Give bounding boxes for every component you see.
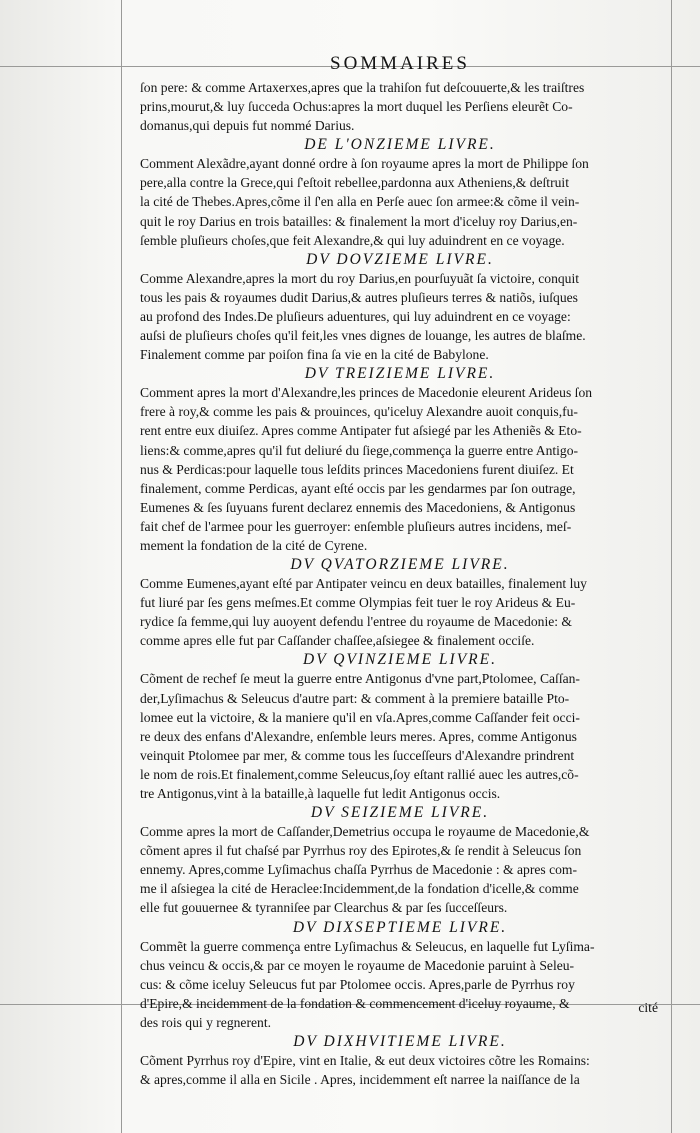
section-title: DE L'ONZIEME LIVRE.	[304, 136, 496, 154]
text-line: mement la fondation de la cité de Cyrene.	[140, 537, 368, 553]
text-line: lomee eut la victoire, & la maniere qu'il en vſa.Apres,comme Caſſander feit occi-	[140, 709, 580, 725]
text-line: & apres,comme il alla en Sicile . Apres, incidemment eſt narree la naiſſance de la	[140, 1072, 580, 1088]
section-title: DV DIXSEPTIEME LIVRE.	[292, 918, 508, 936]
text-line: des rois qui y regnerent.	[140, 1014, 271, 1030]
section-title: DV QVATORZIEME LIVRE.	[290, 556, 510, 574]
text-line: rent entre eux diuiſez. Apres comme Antipater fut aſsiegé par les Atheniẽs & Eto-	[140, 423, 582, 439]
text-line: ſemble pluſieurs choſes,que feit Alexandre,& qui luy aduindrent en ce voyage.	[140, 232, 565, 248]
text-line: Cõment Pyrrhus roy d'Epire, vint en Italie, & eut deux victoires cõtre les Romains:	[140, 1053, 590, 1069]
text-line: cõment apres il fut chaſsé par Pyrrhus roy des Epirotes,& ſe rendit à Seleucus ſon	[140, 843, 582, 859]
text-line: Comme Alexandre,apres la mort du roy Darius,en pourſuyuãt ſa victoire, conquit	[140, 270, 580, 286]
section-title: DV SEIZIEME LIVRE.	[310, 804, 490, 822]
intro-paragraph	[140, 78, 660, 135]
text-line: nus & Perdicas:pour laquelle tous leſdits princes Macedoniens furent diuiſez. Et	[140, 461, 574, 477]
text-line: Cõment de rechef ſe meut la guerre entre Antigonus d'vne part,Ptolomee, Caſſan-	[140, 671, 580, 687]
sections-container	[140, 135, 660, 1089]
text-line: prins,mourut,& luy ſucceda Ochus:apres la mort duquel les Perſiens eleurẽt Co-	[140, 99, 573, 115]
text-line: frere à roy,& comme les pais & prouinces, qu'iceluy Alexandre auoit conquis,fu-	[140, 404, 578, 420]
text-line: cus: & cõme iceluy Seleucus fut par Ptolomee occis. Apres,parle de Pyrrhus roy	[140, 976, 575, 992]
text-line: auſsi de pluſieurs choſes qu'il feit,les vnes dignes de louange, les autres de blaſme.	[140, 328, 586, 344]
book-summary-section	[140, 555, 660, 650]
text-line: comme apres elle fut par Caſſander chaſſee,aſsiegee & finalement occiſe.	[140, 633, 535, 649]
book-summary-section	[140, 364, 660, 555]
section-title: DV TREIZIEME LIVRE.	[304, 365, 496, 383]
text-column	[140, 52, 660, 1089]
text-line: fut liuré par ſes gens meſmes.Et comme Olympias feit tuer le roy Arideus & Eu-	[140, 595, 576, 611]
text-line: Comme apres la mort de Caſſander,Demetrius occupa le royaume de Macedonie,&	[140, 824, 590, 840]
text-line: liens:& comme,apres qu'il fut deliuré du ſiege,commença la guerre entre Antigo-	[140, 442, 579, 458]
text-line: pere,alla contre la Grece,qui ſ'eſtoit rebellee,pardonna aux Atheniens,& deſtruit	[140, 175, 569, 191]
text-line: d'Epire,& incidemment de la fondation & commencement d'iceluy royaume, &	[140, 995, 570, 1011]
book-summary-section	[140, 250, 660, 364]
section-title: DV DIXHVITIEME LIVRE.	[293, 1033, 507, 1051]
catch-word: cité	[638, 1000, 658, 1015]
text-line: me il aſsiegea la cité de Heraclee:Incidemment,de la fondation d'icelle,& comme	[140, 881, 579, 897]
text-line: chus veincu & occis,& par ce moyen le royaume de Macedonie paruint à Seleu-	[140, 957, 575, 973]
text-line: Eumenes & ſes ſuyuans furent declarez ennemis des Macedoniens, & Antigonus	[140, 499, 576, 515]
text-line: Finalement comme par poiſon fina ſa vie en la cité de Babylone.	[140, 347, 489, 363]
text-line: Comme Eumenes,ayant eſté par Antipater veincu en deux batailles, finalement luy	[140, 576, 587, 592]
text-line: Commẽt la guerre commença entre Lyſimachus & Seleucus, en laquelle fut Lyſima-	[140, 938, 595, 954]
book-summary-section	[140, 918, 660, 1032]
section-title: DV QVINZIEME LIVRE.	[303, 651, 497, 669]
left-margin-rule	[121, 0, 122, 1133]
text-line: tous les pais & royaumes dudit Darius,& autres pluſieurs terres & natiõs, iuſques	[140, 289, 578, 305]
page-header: SOMMAIRES	[330, 53, 470, 74]
right-margin-rule	[671, 0, 672, 1133]
text-line: veinquit Ptolomee par mer, & comme tous les ſucceſſeurs d'Alexandre prindrent	[140, 747, 575, 763]
text-line: rydice ſa femme,qui luy auoyent defendu l'entree du royaume de Macedonie: &	[140, 614, 572, 630]
text-line: elle fut gouuernee & tyranniſee par Clearchus & par ſes ſucceſſeurs.	[140, 900, 508, 916]
text-line: Comment apres la mort d'Alexandre,les princes de Macedonie eleurent Arideus ſon	[140, 385, 593, 401]
book-summary-section	[140, 650, 660, 803]
book-summary-section	[140, 1032, 660, 1089]
text-line: finalement, comme Perdicas, ayant eſté occis par les gendarmes par ſon outrage,	[140, 480, 576, 496]
text-line: ennemy. Apres,comme Lyſimachus chaſſa Pyrrhus de Macedonie : & apres com-	[140, 862, 578, 878]
text-line: Comment Alexãdre,ayant donné ordre à ſon royaume apres la mort de Philippe ſon	[140, 156, 589, 172]
text-line: re deux des enfans d'Alexandre, enſemble leurs meres. Apres, comme Antigonus	[140, 728, 577, 744]
text-line: quit le roy Darius en trois batailles: & finalement la mort d'iceluy roy Darius,en-	[140, 213, 578, 229]
text-line: tre Antigonus,vint à la bataille,à laquelle fut ledit Antigonus occis.	[140, 786, 501, 801]
text-line: fait chef de l'armee pour les guerroyer: enſemble pluſieurs autres incidens, meſ-	[140, 518, 572, 534]
book-summary-section	[140, 135, 660, 249]
section-title: DV DOVZIEME LIVRE.	[306, 250, 494, 268]
text-line: le nom de rois.Et finalement,comme Seleucus,ſoy eſtant rallié auec les autres,cõ-	[140, 766, 579, 782]
text-line: domanus,qui depuis fut nommé Darius.	[140, 118, 355, 134]
text-line: ſon pere: & comme Artaxerxes,apres que la trahiſon fut deſcouuerte,& les traiſtres	[140, 80, 585, 95]
text-line: au profond des Indes.De pluſieurs aduentures, qui luy aduindrent en ce voyage:	[140, 308, 571, 324]
text-line: der,Lyſimachus & Seleucus d'autre part: & comment à la premiere bataille Pto-	[140, 690, 570, 706]
text-line: la cité de Thebes.Apres,cõme il ſ'en alla en Perſe auec ſon armee:& cõme il vein-	[140, 194, 580, 210]
book-summary-section	[140, 803, 660, 917]
